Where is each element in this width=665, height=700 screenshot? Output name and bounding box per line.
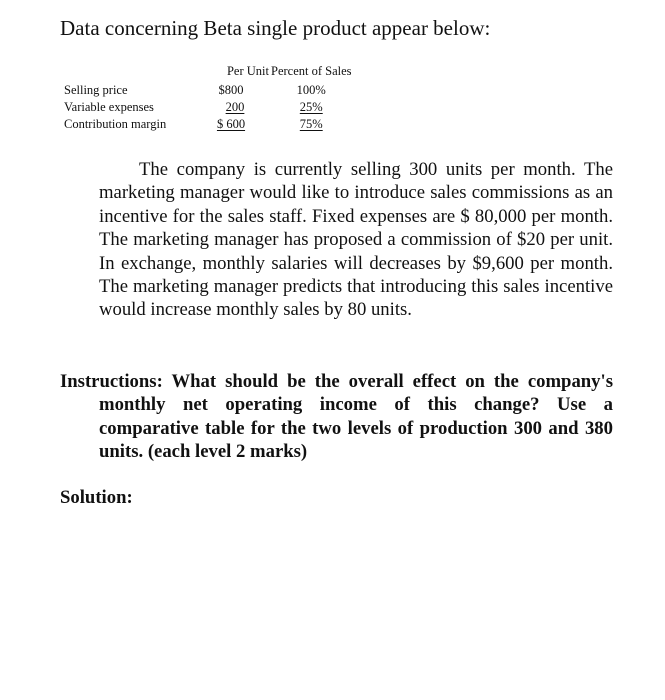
row-unit-text: $800 [218,83,244,97]
table-row [64,99,352,116]
header-percent-of-sales: Percent of Sales [271,63,352,78]
row-label: Contribution margin [64,117,167,131]
row-unit-value [191,82,271,99]
row-pct-text: 75% [299,117,323,131]
header-per-unit: Per Unit [226,63,269,78]
row-pct-text: 100% [296,83,326,97]
header-blank [64,60,191,82]
row-unit-text: 200 [225,100,245,114]
solution-label: Solution: [60,487,133,508]
table-header-row [64,60,352,82]
page-heading: Data concerning Beta single product appear below: [60,16,491,40]
table-row [64,116,352,133]
row-unit-value [191,99,271,116]
instructions-text: Instructions: What should be the overall effect on the company's monthly net operating income of this change? Use a comparative table for the two levels of production 300 and 380 units. (each level 2 marks) [60,371,613,463]
row-pct-value [271,116,352,133]
row-pct-text: 25% [299,100,323,114]
row-pct-value [271,99,352,116]
table-row [64,82,352,99]
problem-paragraph: The company is currently selling 300 units per month. The marketing manager would like to introduce sales commissions as an incentive for the sales staff. Fixed expenses are $ 80,000 per month. The marketing manager has proposed a commission of $20 per unit. In exchange, monthly salaries will decreases by $9,600 per month. The marketing manager predicts that introducing this sales incentive would increase monthly sales by 80 units. [99,159,613,321]
row-label: Variable expenses [64,100,154,114]
row-unit-text: $ 600 [216,117,246,131]
contribution-table [64,60,352,133]
row-label: Selling price [64,83,128,97]
row-unit-value [191,116,271,133]
row-pct-value [271,82,352,99]
